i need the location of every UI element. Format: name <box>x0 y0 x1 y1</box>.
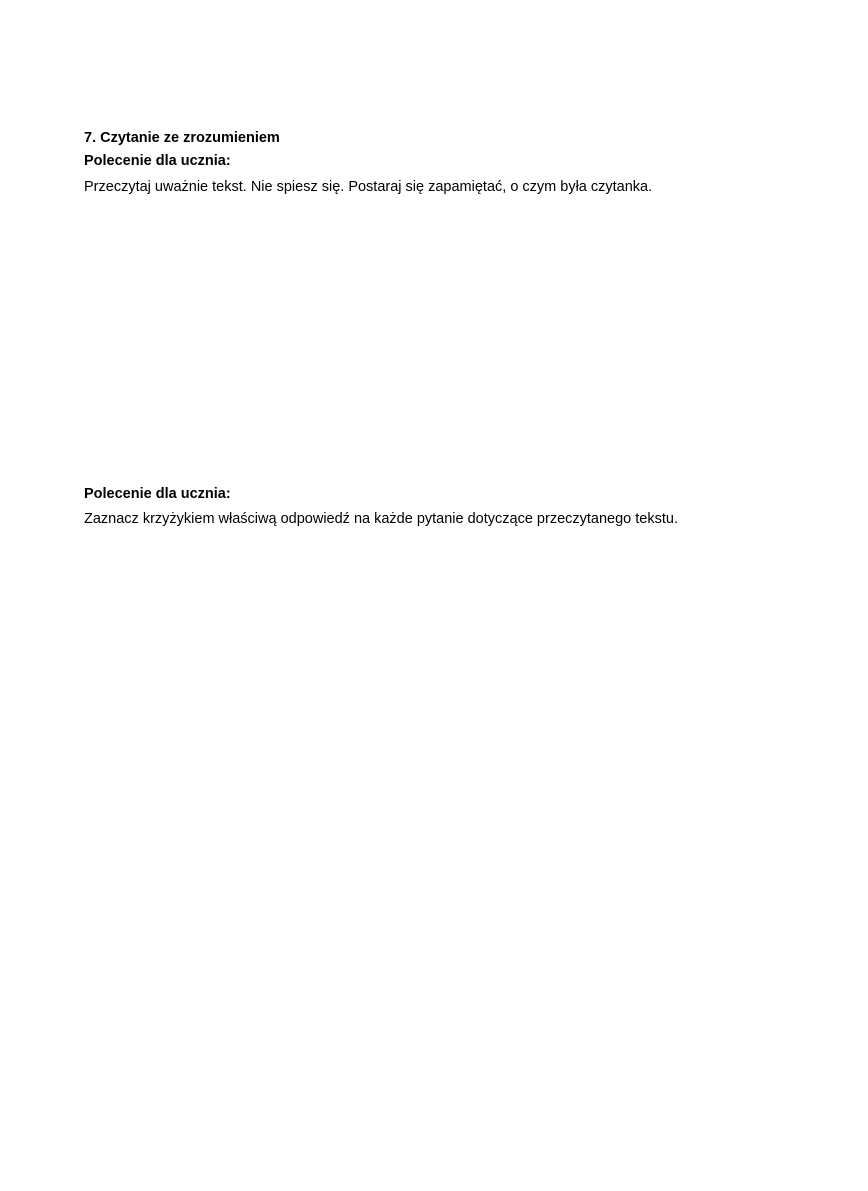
instruction-1-label: Polecenie dla ucznia: <box>84 153 231 169</box>
instruction-2-label: Polecenie dla ucznia: <box>84 486 231 502</box>
instruction-2-text: Zaznacz krzyżykiem właściwą odpowiedź na każde pytanie dotyczące przeczytanego tekstu. <box>84 511 678 527</box>
section-title: 7. Czytanie ze zrozumieniem <box>84 130 280 146</box>
instruction-1-text: Przeczytaj uważnie tekst. Nie spiesz się. Postaraj się zapamiętać, o czym była czytanka. <box>84 179 653 195</box>
